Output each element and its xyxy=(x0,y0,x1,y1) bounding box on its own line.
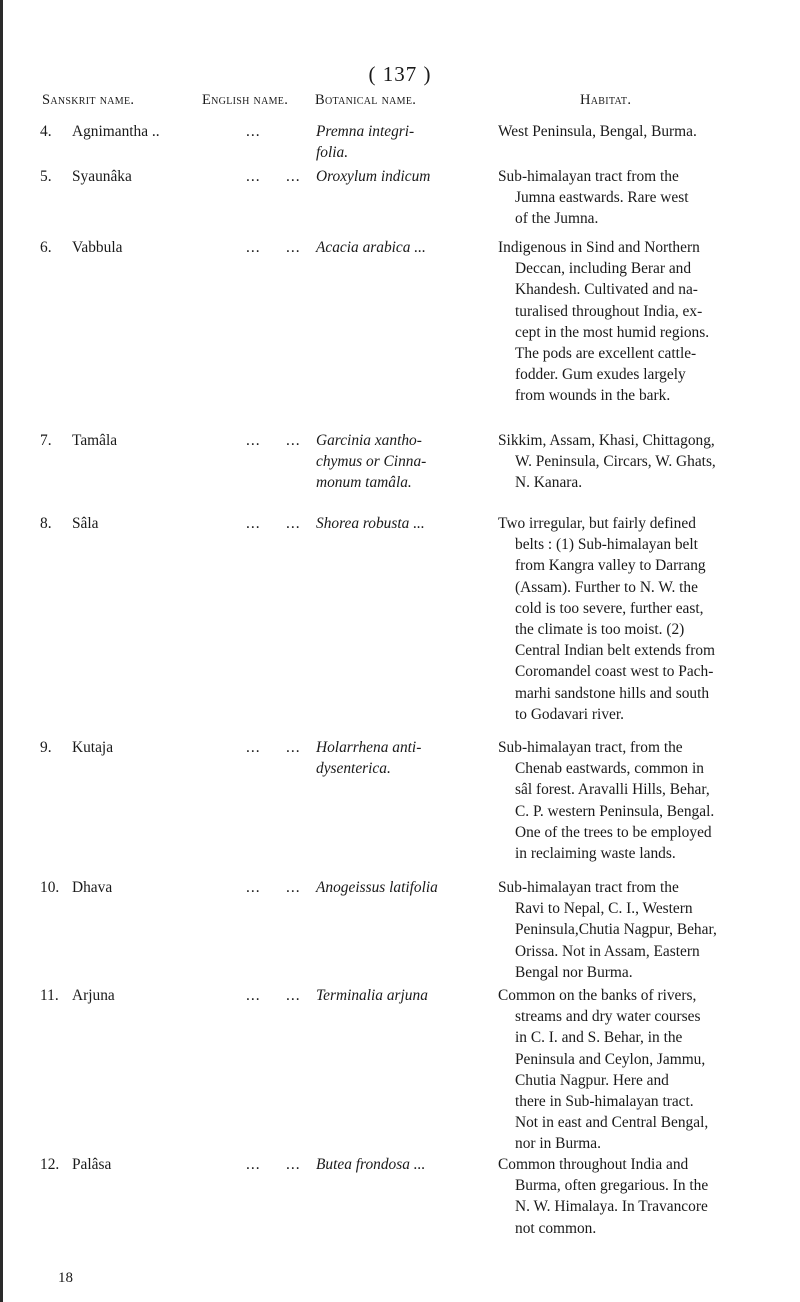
habitat-line: Central Indian belt extends from xyxy=(515,642,716,660)
habitat-line: the climate is too moist. (2) xyxy=(515,621,685,639)
habitat-text xyxy=(498,513,780,725)
sanskrit-name: Agnimantha .. xyxy=(72,123,160,140)
header-english-name: English name. xyxy=(202,92,289,108)
column-headers xyxy=(0,92,800,116)
leader-dots: ... xyxy=(246,123,261,140)
habitat-line: Khandesh. Cultivated and na- xyxy=(515,281,698,299)
habitat-line: of the Jumna. xyxy=(515,210,599,228)
header-botanical-name: Botanical name. xyxy=(315,92,417,108)
habitat-line: marhi sandstone hills and south xyxy=(515,684,710,702)
habitat-line: Coromandel coast west to Pach- xyxy=(515,663,714,681)
habitat-line: Peninsula and Ceylon, Jammu, xyxy=(515,1050,706,1068)
leader-dots: ... xyxy=(286,1156,301,1173)
habitat-line: from wounds in the bark. xyxy=(515,387,671,405)
leader-dots: ... xyxy=(246,1156,261,1173)
botanical-name-line: dysenterica. xyxy=(316,760,391,778)
botanical-name-line: Garcinia xantho- xyxy=(316,432,422,449)
habitat-line: N. W. Himalaya. In Travancore xyxy=(515,1198,708,1216)
habitat-line: not common. xyxy=(515,1219,597,1237)
botanical-name xyxy=(316,877,496,898)
habitat-text xyxy=(498,237,780,407)
habitat-line: Two irregular, but fairly defined xyxy=(498,515,696,532)
habitat-line: to Godavari river. xyxy=(515,705,624,723)
habitat-text xyxy=(498,166,780,230)
habitat-line: (Assam). Further to N. W. the xyxy=(515,578,698,596)
botanical-name-line: Holarrhena anti- xyxy=(316,739,422,756)
habitat-line: Common throughout India and xyxy=(498,1156,689,1173)
botanical-name-line: Anogeissus latifolia xyxy=(316,879,438,896)
habitat-line: turalised throughout India, ex- xyxy=(515,302,703,320)
habitat-line: sâl forest. Aravalli Hills, Behar, xyxy=(515,781,710,799)
botanical-name-line: Terminalia arjuna xyxy=(316,987,428,1004)
habitat-line: The pods are excellent cattle- xyxy=(515,345,697,363)
row-number: 5. xyxy=(40,168,52,185)
sanskrit-name: Dhava xyxy=(72,879,113,896)
botanical-name xyxy=(316,985,496,1006)
row-number: 10. xyxy=(40,879,60,896)
row-number: 8. xyxy=(40,515,52,532)
habitat-text xyxy=(498,121,780,142)
leader-dots: ... xyxy=(286,432,301,449)
leader-dots: ... xyxy=(286,239,301,256)
sanskrit-name: Syaunâka xyxy=(72,168,132,185)
habitat-text xyxy=(498,1154,780,1239)
habitat-line: Chutia Nagpur. Here and xyxy=(515,1071,669,1089)
sanskrit-name: Palâsa xyxy=(72,1156,112,1173)
habitat-line: Sikkim, Assam, Khasi, Chittagong, xyxy=(498,432,715,449)
habitat-line: Not in east and Central Bengal, xyxy=(515,1114,709,1132)
habitat-line: C. P. western Peninsula, Bengal. xyxy=(515,802,715,820)
botanical-name-line: folia. xyxy=(316,144,349,162)
leader-dots: ... xyxy=(246,987,261,1004)
habitat-text xyxy=(498,737,780,864)
habitat-line: Jumna eastwards. Rare west xyxy=(515,189,689,207)
habitat-line: Peninsula,Chutia Nagpur, Behar, xyxy=(515,921,717,939)
habitat-line: Burma, often gregarious. In the xyxy=(515,1177,709,1195)
header-habitat: Habitat. xyxy=(580,92,632,108)
sanskrit-name: Kutaja xyxy=(72,739,114,756)
habitat-line: Sub-himalayan tract from the xyxy=(498,879,679,896)
leader-dots: ... xyxy=(246,879,261,896)
botanical-name xyxy=(316,166,496,187)
page-edge xyxy=(0,0,3,1302)
habitat-line: West Peninsula, Bengal, Burma. xyxy=(498,123,697,140)
habitat-line: Indigenous in Sind and Northern xyxy=(498,239,700,256)
botanical-name-line: Shorea robusta ... xyxy=(316,515,425,532)
habitat-line: Ravi to Nepal, C. I., Western xyxy=(515,900,693,918)
habitat-line: One of the trees to be employed xyxy=(515,823,712,841)
leader-dots: ... xyxy=(246,239,261,256)
row-number: 7. xyxy=(40,432,52,449)
botanical-name xyxy=(316,513,496,534)
habitat-line: nor in Burma. xyxy=(515,1135,601,1153)
leader-dots: ... xyxy=(246,432,261,449)
habitat-line: cold is too severe, further east, xyxy=(515,599,704,617)
habitat-line: there in Sub-himalayan tract. xyxy=(515,1093,694,1111)
botanical-name-line: Acacia arabica ... xyxy=(316,239,426,256)
habitat-line: streams and dry water courses xyxy=(515,1008,701,1026)
sanskrit-name: Sâla xyxy=(72,515,99,532)
row-number: 6. xyxy=(40,239,52,256)
leader-dots: ... xyxy=(246,515,261,532)
leader-dots: ... xyxy=(286,168,301,185)
sanskrit-name: Arjuna xyxy=(72,987,115,1004)
botanical-name-line: monum tamâla. xyxy=(316,474,412,492)
habitat-line: Sub-himalayan tract, from the xyxy=(498,739,683,756)
habitat-line: from Kangra valley to Darrang xyxy=(515,557,706,575)
botanical-name-line: Butea frondosa ... xyxy=(316,1156,426,1173)
leader-dots: ... xyxy=(286,987,301,1004)
habitat-line: in C. I. and S. Behar, in the xyxy=(515,1029,683,1047)
botanical-name-line: Premna integri- xyxy=(316,123,415,140)
habitat-line: Deccan, including Berar and xyxy=(515,260,692,278)
botanical-name-line: chymus or Cinna- xyxy=(316,453,427,471)
habitat-line: Chenab eastwards, common in xyxy=(515,760,704,778)
sanskrit-name: Vabbula xyxy=(72,239,123,256)
botanical-name xyxy=(316,121,496,163)
habitat-text xyxy=(498,985,780,1155)
habitat-text xyxy=(498,877,780,983)
botanical-name xyxy=(316,430,496,494)
habitat-text xyxy=(498,430,780,494)
habitat-line: fodder. Gum exudes largely xyxy=(515,366,686,384)
habitat-line: belts : (1) Sub-himalayan belt xyxy=(515,536,698,554)
page-number: ( 137 ) xyxy=(368,62,432,86)
botanical-name xyxy=(316,237,496,258)
habitat-line: Bengal nor Burma. xyxy=(515,963,633,981)
habitat-line: N. Kanara. xyxy=(515,474,583,492)
habitat-line: Common on the banks of rivers, xyxy=(498,987,697,1004)
row-number: 12. xyxy=(40,1156,60,1173)
botanical-name xyxy=(316,1154,496,1175)
habitat-line: W. Peninsula, Circars, W. Ghats, xyxy=(515,453,716,471)
habitat-line: cept in the most humid regions. xyxy=(515,323,710,341)
leader-dots: ... xyxy=(246,739,261,756)
leader-dots: ... xyxy=(286,515,301,532)
leader-dots: ... xyxy=(286,879,301,896)
leader-dots: ... xyxy=(286,739,301,756)
botanical-name xyxy=(316,737,496,779)
habitat-line: Sub-himalayan tract from the xyxy=(498,168,679,185)
row-number: 4. xyxy=(40,123,52,140)
header-sanskrit-name: Sanskrit name. xyxy=(42,92,135,108)
row-number: 11. xyxy=(40,987,59,1004)
sanskrit-name: Tamâla xyxy=(72,432,118,449)
habitat-line: in reclaiming waste lands. xyxy=(515,845,676,863)
habitat-line: Orissa. Not in Assam, Eastern xyxy=(515,942,700,960)
leader-dots: ... xyxy=(246,168,261,185)
signature-mark: 18 xyxy=(58,1270,73,1286)
botanical-name-line: Oroxylum indicum xyxy=(316,168,431,185)
row-number: 9. xyxy=(40,739,52,756)
